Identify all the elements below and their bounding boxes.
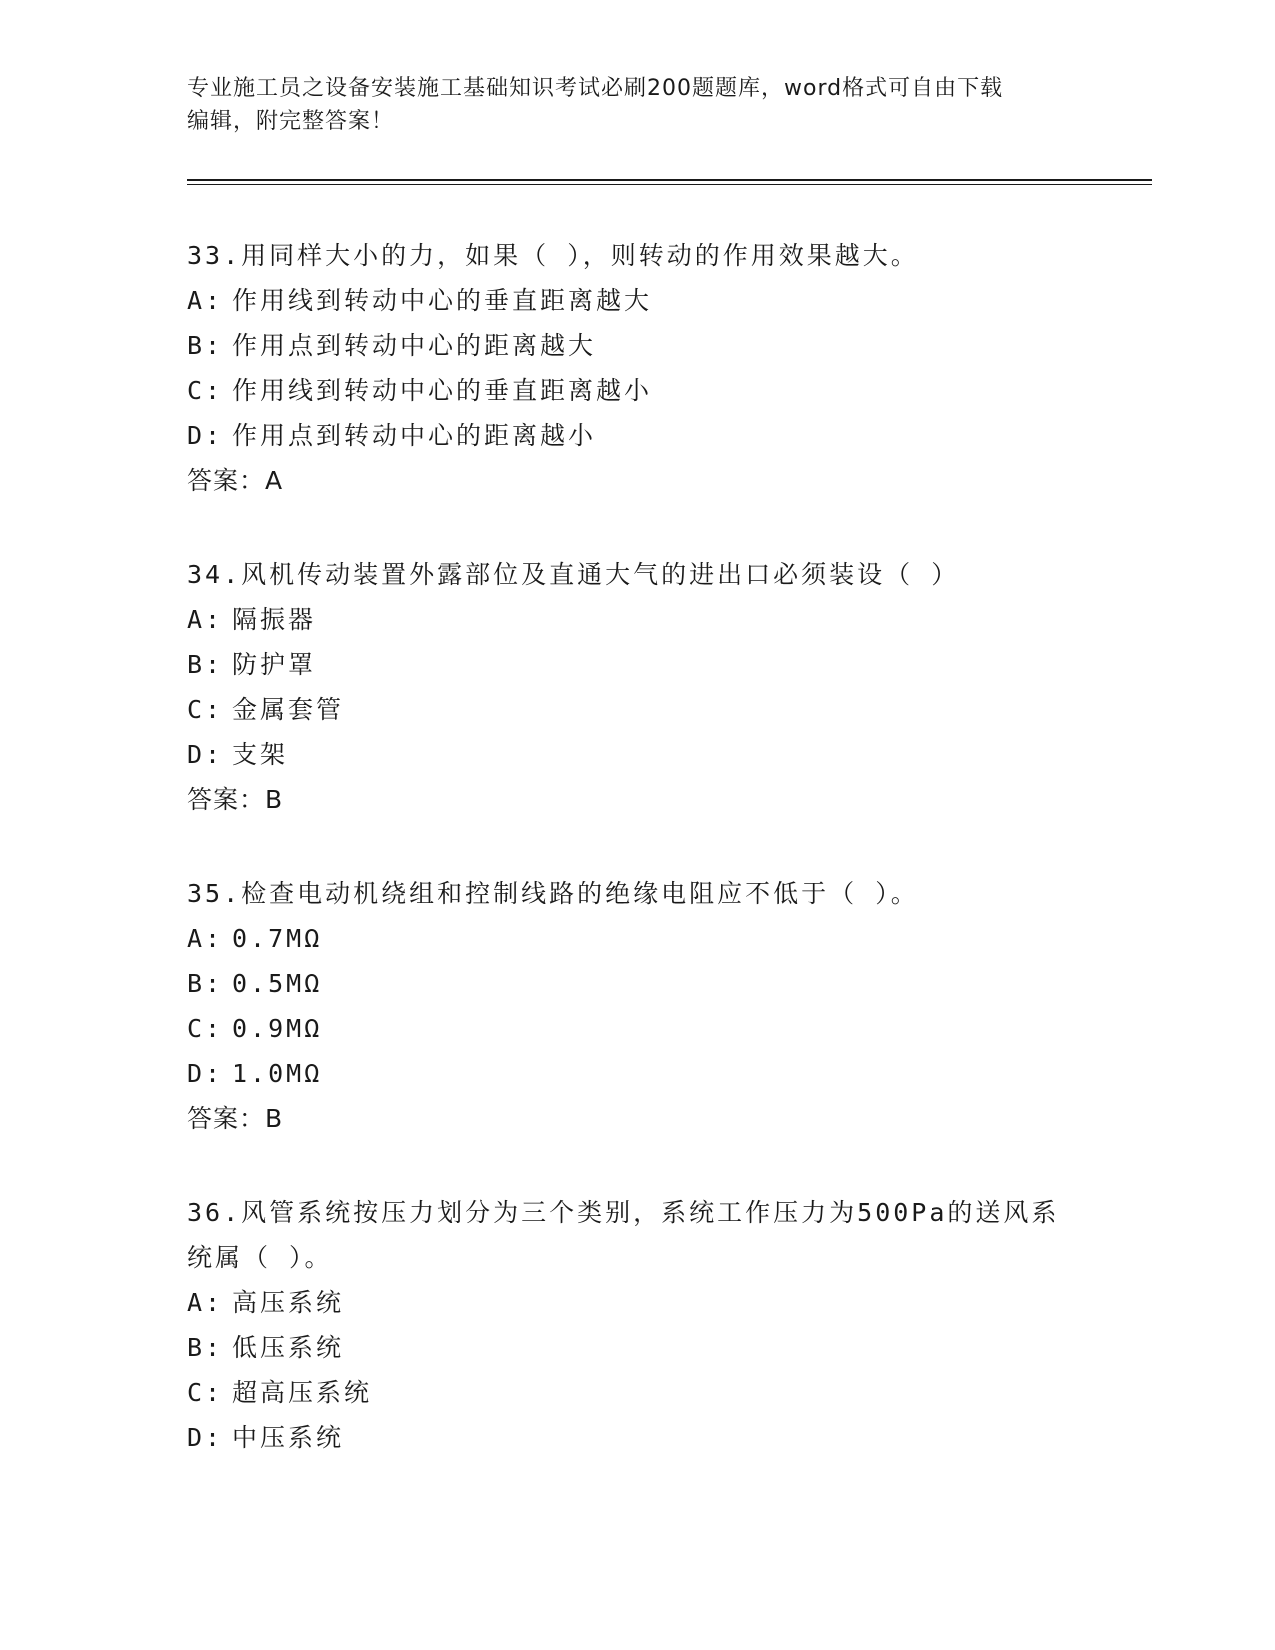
option-text: 0.5MΩ — [232, 969, 323, 998]
document-header — [187, 72, 1087, 138]
option-key: B: — [187, 969, 224, 998]
option-c — [187, 368, 1087, 413]
option-key: B: — [187, 1333, 224, 1362]
header-line-2: 编辑，附完整答案！ — [187, 109, 395, 134]
option-d — [187, 732, 1087, 777]
option-d — [187, 1051, 1087, 1096]
option-text: 作用点到转动中心的距离越小 — [232, 421, 597, 450]
option-key: C: — [187, 695, 224, 724]
option-text: 支架 — [232, 740, 289, 769]
option-text: 作用线到转动中心的垂直距离越小 — [232, 376, 653, 405]
option-b — [187, 323, 1087, 368]
option-text: 作用点到转动中心的距离越大 — [232, 331, 597, 360]
question-36 — [187, 1190, 1087, 1460]
answer-line: 答案：A — [187, 466, 284, 495]
option-key: B: — [187, 331, 224, 360]
header-divider-thin — [187, 184, 1152, 185]
option-c — [187, 1006, 1087, 1051]
option-text: 0.7MΩ — [232, 924, 323, 953]
option-key: C: — [187, 376, 224, 405]
option-text: 防护罩 — [232, 650, 317, 679]
option-key: A: — [187, 605, 224, 634]
option-c — [187, 687, 1087, 732]
header-line-1: 专业施工员之设备安装施工基础知识考试必刷200题题库，word格式可自由下载 — [187, 76, 1004, 101]
question-stem: 34.风机传动装置外露部位及直通大气的进出口必须装设（ ） — [187, 560, 960, 589]
option-text: 中压系统 — [232, 1423, 345, 1452]
answer-line: 答案：B — [187, 785, 284, 814]
option-text: 1.0MΩ — [232, 1059, 323, 1088]
option-b — [187, 961, 1087, 1006]
option-d — [187, 413, 1087, 458]
option-text: 0.9MΩ — [232, 1014, 323, 1043]
option-text: 低压系统 — [232, 1333, 345, 1362]
option-key: A: — [187, 1288, 224, 1317]
option-key: D: — [187, 1423, 224, 1452]
option-key: C: — [187, 1378, 224, 1407]
header-divider-thick — [187, 179, 1152, 181]
option-d — [187, 1415, 1087, 1460]
question-stem: 35.检查电动机绕组和控制线路的绝缘电阻应不低于（ ）。 — [187, 879, 919, 908]
question-34 — [187, 552, 1087, 822]
question-35 — [187, 871, 1087, 1141]
option-key: D: — [187, 421, 224, 450]
option-key: C: — [187, 1014, 224, 1043]
option-a — [187, 597, 1087, 642]
answer-line: 答案：B — [187, 1104, 284, 1133]
option-text: 金属套管 — [232, 695, 345, 724]
option-a — [187, 1280, 1087, 1325]
option-b — [187, 642, 1087, 687]
option-text: 作用线到转动中心的垂直距离越大 — [232, 286, 653, 315]
option-b — [187, 1325, 1087, 1370]
question-33 — [187, 233, 1087, 503]
option-key: D: — [187, 740, 224, 769]
option-text: 高压系统 — [232, 1288, 345, 1317]
option-text: 超高压系统 — [232, 1378, 373, 1407]
option-key: B: — [187, 650, 224, 679]
option-key: A: — [187, 924, 224, 953]
option-key: D: — [187, 1059, 224, 1088]
question-stem: 36.风管系统按压力划分为三个类别，系统工作压力为500Pa的送风系统属（ ）。 — [187, 1198, 1060, 1272]
option-text: 隔振器 — [232, 605, 317, 634]
option-key: A: — [187, 286, 224, 315]
option-a — [187, 278, 1087, 323]
option-c — [187, 1370, 1087, 1415]
question-stem: 33.用同样大小的力，如果（ ），则转动的作用效果越大。 — [187, 241, 919, 270]
option-a — [187, 916, 1087, 961]
